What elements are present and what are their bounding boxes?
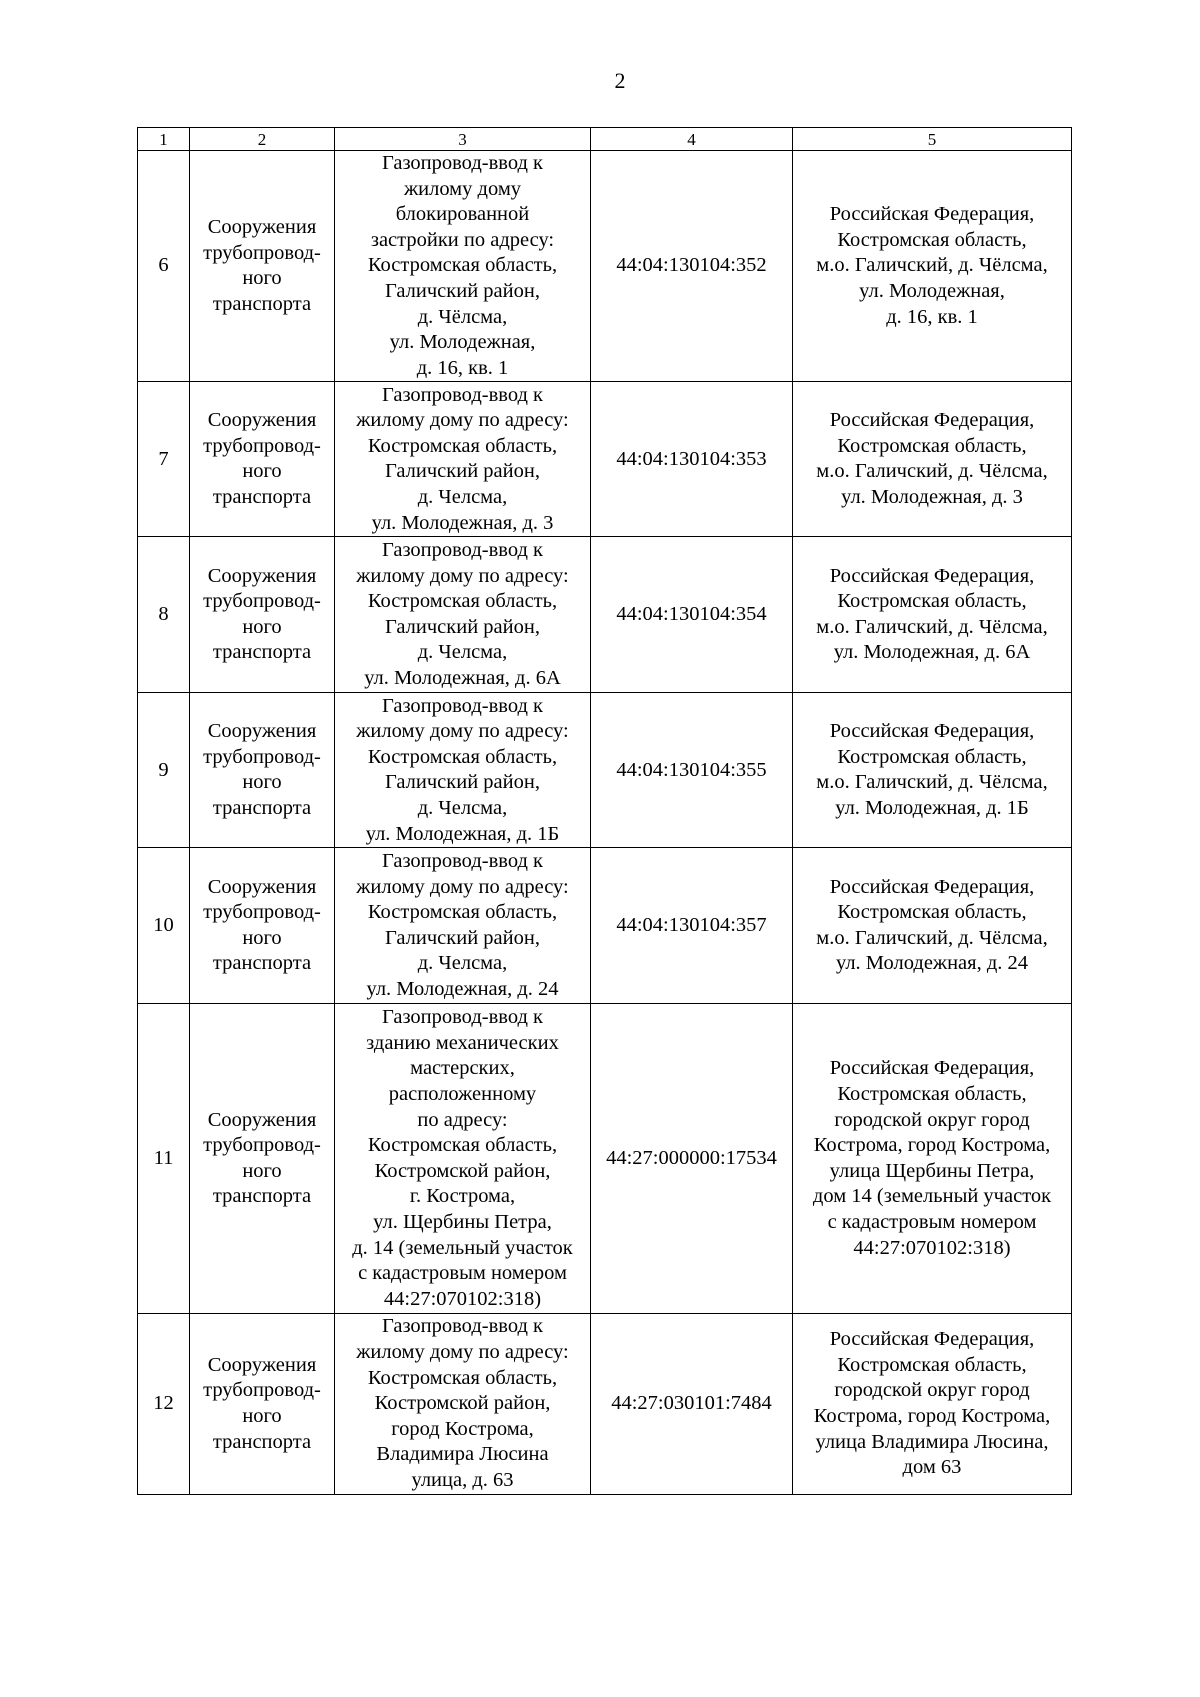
column-header-4: 4	[591, 128, 793, 151]
row-number-cell: 8	[138, 537, 190, 693]
object-type-cell	[190, 1314, 335, 1494]
cadastral-number-cell: 44:27:000000:17534	[591, 1004, 793, 1314]
address-line: Костромская область,	[837, 1083, 1027, 1106]
table-row	[138, 1004, 1072, 1314]
page-number: 2	[614, 68, 626, 93]
object-name-line: Костромская область,	[367, 1134, 558, 1157]
object-name-line: ул. Молодежная,	[389, 331, 536, 354]
object-name-line: ул. Молодежная, д. 1Б	[365, 822, 560, 845]
address-cell	[793, 151, 1072, 382]
object-name-cell	[335, 848, 591, 1004]
object-name-line: ул. Молодежная, д. 6А	[364, 667, 561, 690]
object-name-line: Газопровод-ввод к	[382, 1006, 543, 1029]
object-name-line: жилому дому	[403, 177, 522, 200]
object-name-line: Костромская область,	[367, 434, 558, 457]
address-line: Российская Федерация,	[829, 875, 1035, 898]
object-name-line: зданию механических	[366, 1031, 559, 1054]
object-name-line: Газопровод-ввод к	[382, 539, 543, 562]
object-type-line: транспорта	[212, 1430, 312, 1453]
object-type-line: Сооружения	[207, 409, 317, 432]
address-line: ул. Молодежная, д. 1Б	[835, 796, 1029, 819]
object-name-line: г. Кострома,	[409, 1185, 516, 1208]
object-type-line: трубопровод-	[203, 241, 321, 264]
object-name-line: расположенному	[388, 1083, 537, 1106]
object-name-line: д. Челсма,	[417, 641, 508, 664]
row-number-cell: 11	[138, 1004, 190, 1314]
object-name-line: Газопровод-ввод к	[382, 850, 543, 873]
address-line: д. 16, кв. 1	[886, 305, 978, 328]
object-name-line: улица, д. 63	[411, 1468, 514, 1491]
object-name-line: Костромская область,	[367, 590, 558, 613]
address-line: Российская Федерация,	[829, 203, 1035, 226]
object-name-line: Газопровод-ввод к	[382, 1315, 543, 1338]
cadastral-number-cell: 44:27:030101:7484	[591, 1314, 793, 1494]
object-name-line: ул. Молодежная, д. 24	[366, 978, 559, 1001]
table-row	[138, 537, 1072, 693]
object-type-line: Сооружения	[207, 1353, 317, 1376]
object-name-line: по адресу:	[417, 1108, 508, 1131]
object-name-line: застройки по адресу:	[370, 228, 555, 251]
object-type-line: трубопровод-	[203, 1379, 321, 1402]
object-name-line: блокированной	[395, 203, 530, 226]
object-name-line: ул. Щербины Петра,	[373, 1211, 552, 1234]
object-name-line: жилому дому по адресу:	[356, 564, 569, 587]
address-line: ул. Молодежная, д. 24	[835, 952, 1029, 975]
address-line: с кадастровым номером	[827, 1211, 1037, 1234]
table-row	[138, 693, 1072, 848]
object-name-line: мастерских,	[410, 1057, 515, 1080]
address-line: Костромская область,	[837, 228, 1027, 251]
address-line: улица Щербины Петра,	[829, 1159, 1035, 1182]
object-type-line: транспорта	[212, 952, 312, 975]
object-type-line: трубопровод-	[203, 745, 321, 768]
object-name-line: жилому дому по адресу:	[356, 1340, 569, 1363]
address-line: Российская Федерация,	[829, 720, 1035, 743]
address-cell	[793, 382, 1072, 537]
address-line: Костромская область,	[837, 901, 1027, 924]
address-line: м.о. Галичский, д. Чёлсма,	[816, 615, 1048, 638]
object-type-line: ного	[242, 615, 282, 638]
column-header-3: 3	[335, 128, 591, 151]
object-type-line: транспорта	[212, 1185, 312, 1208]
address-line: Костромская область,	[837, 434, 1027, 457]
table-row	[138, 1314, 1072, 1494]
object-name-line: Владимира Люсина	[376, 1443, 549, 1466]
object-name-line: Костромская область,	[367, 254, 558, 277]
address-line: Кострома, город Кострома,	[813, 1134, 1051, 1157]
object-type-line: ного	[242, 926, 282, 949]
column-header-2: 2	[190, 128, 335, 151]
address-cell	[793, 848, 1072, 1004]
object-name-line: ул. Молодежная, д. 3	[371, 511, 554, 534]
object-name-line: Газопровод-ввод к	[382, 152, 543, 174]
object-name-cell	[335, 693, 591, 848]
cadastral-number-cell: 44:04:130104:353	[591, 382, 793, 537]
object-name-line: жилому дому по адресу:	[356, 720, 569, 743]
cadastral-number-cell: 44:04:130104:355	[591, 693, 793, 848]
object-type-line: транспорта	[212, 485, 312, 508]
object-name-line: Костромской район,	[374, 1392, 551, 1415]
row-number-cell: 7	[138, 382, 190, 537]
column-header-1: 1	[138, 128, 190, 151]
address-line: ул. Молодежная, д. 3	[841, 485, 1023, 508]
column-number-row	[138, 128, 1072, 151]
address-cell	[793, 1004, 1072, 1314]
address-line: Российская Федерация,	[829, 1328, 1035, 1351]
object-name-cell	[335, 1004, 591, 1314]
object-type-cell	[190, 848, 335, 1004]
cadastral-number-cell: 44:04:130104:357	[591, 848, 793, 1004]
cadastral-number-cell: 44:04:130104:354	[591, 537, 793, 693]
address-line: м.о. Галичский, д. Чёлсма,	[816, 254, 1048, 277]
object-name-line: Газопровод-ввод к	[382, 694, 543, 717]
column-header-5: 5	[793, 128, 1072, 151]
object-name-cell	[335, 151, 591, 382]
object-name-cell	[335, 537, 591, 693]
address-line: м.о. Галичский, д. Чёлсма,	[816, 926, 1048, 949]
object-type-line: Сооружения	[207, 875, 317, 898]
object-name-line: Костромская область,	[367, 745, 558, 768]
address-line: Костромская область,	[837, 745, 1027, 768]
address-line: ул. Молодежная, д. 6А	[833, 641, 1031, 664]
object-type-cell	[190, 1004, 335, 1314]
row-number-cell: 10	[138, 848, 190, 1004]
address-line: улица Владимира Люсина,	[815, 1430, 1049, 1453]
address-cell	[793, 693, 1072, 848]
object-name-line: д. Чёлсма,	[417, 305, 508, 328]
address-line: Российская Федерация,	[829, 1057, 1035, 1080]
address-line: Российская Федерация,	[829, 409, 1035, 432]
address-line: м.о. Галичский, д. Чёлсма,	[816, 460, 1048, 483]
object-type-line: ного	[242, 771, 282, 794]
address-cell	[793, 537, 1072, 693]
object-name-line: 44:27:070102:318)	[383, 1287, 542, 1310]
address-line: Костромская область,	[837, 1353, 1027, 1376]
object-type-line: Сооружения	[207, 720, 317, 743]
table-row	[138, 848, 1072, 1004]
row-number-cell: 6	[138, 151, 190, 382]
object-name-line: жилому дому по адресу:	[356, 875, 569, 898]
object-type-line: трубопровод-	[203, 901, 321, 924]
object-type-line: ного	[242, 1404, 282, 1427]
object-type-line: Сооружения	[207, 564, 317, 587]
object-type-line: трубопровод-	[203, 434, 321, 457]
object-type-line: Сооружения	[207, 215, 317, 238]
object-name-cell	[335, 382, 591, 537]
object-name-line: Костромская область,	[367, 901, 558, 924]
object-name-line: Костромской район,	[374, 1159, 551, 1182]
object-type-cell	[190, 537, 335, 693]
object-name-line: Галичский район,	[385, 771, 540, 794]
object-name-line: город Кострома,	[391, 1417, 534, 1440]
cadastral-number-cell: 44:04:130104:352	[591, 151, 793, 382]
address-line: Кострома, город Кострома,	[813, 1404, 1051, 1427]
address-line: городской округ город	[834, 1108, 1030, 1131]
object-name-line: Костромская область,	[367, 1366, 558, 1389]
object-type-cell	[190, 693, 335, 848]
row-number-cell: 12	[138, 1314, 190, 1494]
object-name-cell	[335, 1314, 591, 1494]
address-cell	[793, 1314, 1072, 1494]
object-name-line: Газопровод-ввод к	[382, 383, 543, 406]
object-name-line: д. Челсма,	[417, 796, 508, 819]
table-row	[138, 151, 1072, 382]
object-name-line: Галичский район,	[385, 615, 540, 638]
address-line: Костромская область,	[837, 590, 1027, 613]
object-type-cell	[190, 382, 335, 537]
address-line: дом 14 (земельный участок	[812, 1185, 1052, 1208]
address-line: дом 63	[902, 1456, 962, 1479]
address-line: городской округ город	[834, 1379, 1030, 1402]
address-line: ул. Молодежная,	[859, 279, 1005, 302]
object-name-line: д. Челсма,	[417, 485, 508, 508]
address-line: 44:27:070102:318)	[853, 1236, 1011, 1259]
object-type-line: трубопровод-	[203, 1134, 321, 1157]
address-line: Российская Федерация,	[829, 564, 1035, 587]
object-name-line: Галичский район,	[385, 279, 540, 302]
object-name-line: жилому дому по адресу:	[356, 409, 569, 432]
object-name-line: Галичский район,	[385, 460, 540, 483]
address-line: м.о. Галичский, д. Чёлсма,	[816, 771, 1048, 794]
object-name-line: д. 14 (земельный участок	[352, 1236, 573, 1259]
object-type-line: ного	[242, 1159, 282, 1182]
object-type-line: ного	[242, 267, 282, 290]
object-name-line: д. 16, кв. 1	[416, 356, 509, 379]
registry-table	[137, 127, 1072, 1495]
object-type-line: транспорта	[212, 796, 312, 819]
object-type-cell	[190, 151, 335, 382]
object-type-line: транспорта	[212, 641, 312, 664]
object-name-line: с кадастровым номером	[358, 1262, 567, 1285]
table-row	[138, 382, 1072, 537]
object-type-line: ного	[242, 460, 282, 483]
object-type-line: трубопровод-	[203, 590, 321, 613]
object-type-line: Сооружения	[207, 1108, 317, 1131]
object-type-line: транспорта	[212, 292, 312, 315]
object-name-line: Галичский район,	[385, 926, 540, 949]
table-body	[138, 151, 1072, 1495]
object-name-line: д. Челсма,	[417, 952, 508, 975]
row-number-cell: 9	[138, 693, 190, 848]
